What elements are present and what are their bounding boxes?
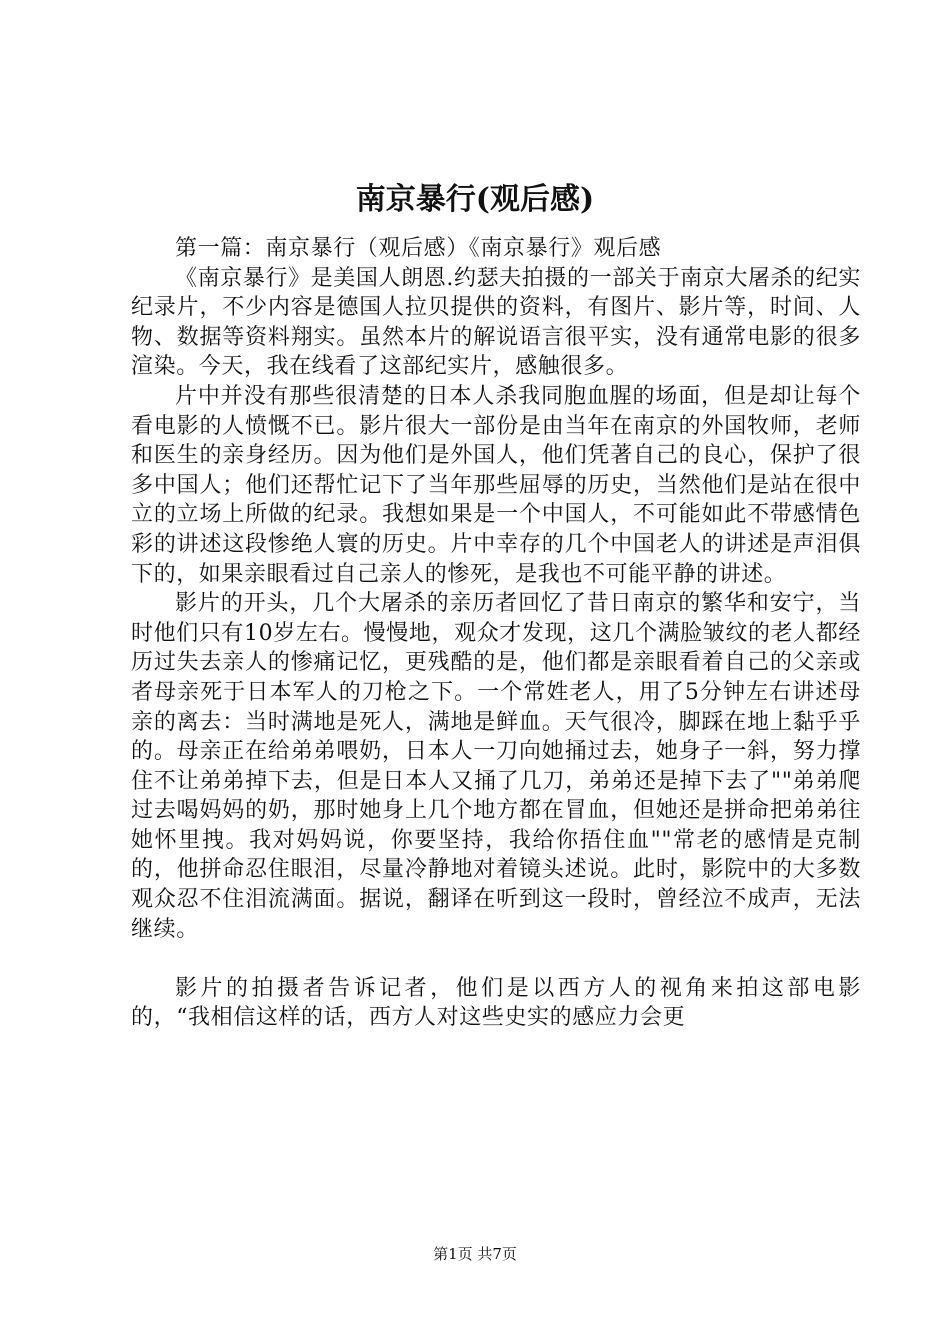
document-title: 南京暴行(观后感) <box>355 182 595 217</box>
paragraph-heading: 第一篇：南京暴行（观后感）《南京暴行》观后感 <box>175 236 662 261</box>
paragraph: 影片的拍摄者告诉记者，他们是以西方人的视角来拍这部电影的，“我相信这样的话，西方人对这些史实的感应力会更 <box>131 975 861 1031</box>
page-footer: 第1页 共7页 <box>433 1245 517 1263</box>
paragraph: 片中并没有那些很清楚的日本人杀我同胞血腥的场面，但是却让每个看电影的人愤慨不已。影片很大一部份是由当年在南京的外国牧师，老师和医生的亲身经历。因为他们是外国人，他们凭著自己的良心，保护了很多中国人；他们还帮忙记下了当年那些屈辱的历史，当然他们是站在很中立的立场上所做的纪录。我想如果是一个中国人，不可能如此不带感情色彩的讲述这段惨绝人寰的历史。片中幸存的几个中国老人的讲述是声泪俱下的，如果亲眼看过自己亲人的惨死，是我也不可能平静的讲述。 <box>131 383 861 587</box>
document-body <box>131 234 861 1033</box>
paragraph: 影片的开头，几个大屠杀的亲历者回忆了昔日南京的繁华和安宁，当时他们只有10岁左右。慢慢地，观众才发现，这几个满脸皱纹的老人都经历过失去亲人的惨痛记忆，更残酷的是，他们都是亲眼看着自己的父亲或者母亲死于日本军人的刀枪之下。一个常姓老人，用了5分钟左右讲述母亲的离去：当时满地是死人，满地是鲜血。天气很冷，脚踩在地上黏乎乎的。母亲正在给弟弟喂奶，日本人一刀向她捅过去，她身子一斜，努力撑住不让弟弟掉下去，但是日本人又捅了几刀，弟弟还是掉下去了""弟弟爬过去喝妈妈的奶，那时她身上几个地方都在冒血，但她还是拼命把弟弟往她怀里拽。我对妈妈说，你要坚持，我给你捂住血""常老的感情是克制的，他拼命忍住眼泪，尽量冷静地对着镜头述说。此时，影院中的大多数观众忍不住泪流满面。据说，翻译在听到这一段时，曾经泣不成声，无法继续。 <box>131 591 861 942</box>
paragraph: 《南京暴行》是美国人朗恩.约瑟夫拍摄的一部关于南京大屠杀的纪实纪录片，不少内容是德国人拉贝提供的资料，有图片、影片等，时间、人物、数据等资料翔实。虽然本片的解说语言很平实，没有通常电影的很多渲染。今天，我在线看了这部纪实片，感触很多。 <box>131 265 861 380</box>
